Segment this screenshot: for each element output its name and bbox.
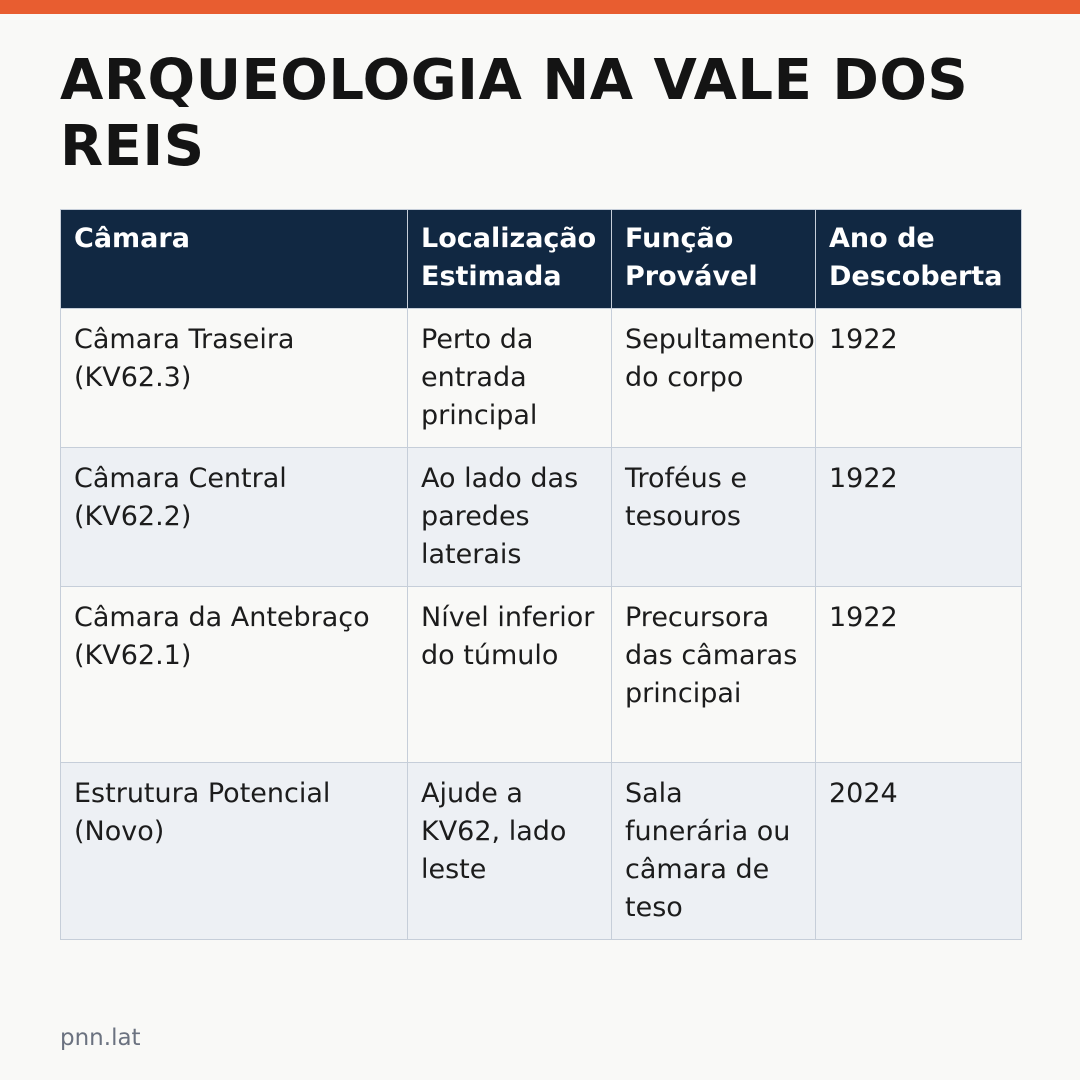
cell-chamber: Câmara da Antebraço (KV62.1) <box>61 587 408 763</box>
cell-function: Sala funerária ou câmara de teso <box>612 763 816 940</box>
column-header-location: Localização Estimada <box>408 210 612 309</box>
table-row <box>61 309 1022 448</box>
cell-function: Troféus e tesouros <box>612 448 816 587</box>
page-title: ARQUEOLOGIA NA VALE DOS REIS <box>60 48 969 179</box>
table-row <box>61 763 1022 940</box>
table-header-row <box>61 210 1022 309</box>
table-row <box>61 448 1022 587</box>
cell-location: Nível inferior do túmulo <box>408 587 612 763</box>
tomb-chambers-table <box>60 209 1022 940</box>
cell-chamber: Câmara Traseira (KV62.3) <box>61 309 408 448</box>
cell-chamber: Câmara Central (KV62.2) <box>61 448 408 587</box>
accent-bar <box>0 0 1080 14</box>
footer-source: pnn.lat <box>60 1025 141 1051</box>
cell-location: Perto da entrada principal <box>408 309 612 448</box>
cell-year: 1922 <box>816 309 1022 448</box>
cell-function: Precursora das câmaras principai <box>612 587 816 763</box>
cell-location: Ajude a KV62, lado leste <box>408 763 612 940</box>
cell-year: 1922 <box>816 587 1022 763</box>
cell-function: Sepultamento do corpo <box>612 309 816 448</box>
cell-year: 1922 <box>816 448 1022 587</box>
table-row <box>61 587 1022 763</box>
cell-location: Ao lado das paredes laterais <box>408 448 612 587</box>
cell-year: 2024 <box>816 763 1022 940</box>
cell-chamber: Estrutura Potencial (Novo) <box>61 763 408 940</box>
column-header-chamber: Câmara <box>61 210 408 309</box>
column-header-year: Ano de Descoberta <box>816 210 1022 309</box>
column-header-function: Função Provável <box>612 210 816 309</box>
